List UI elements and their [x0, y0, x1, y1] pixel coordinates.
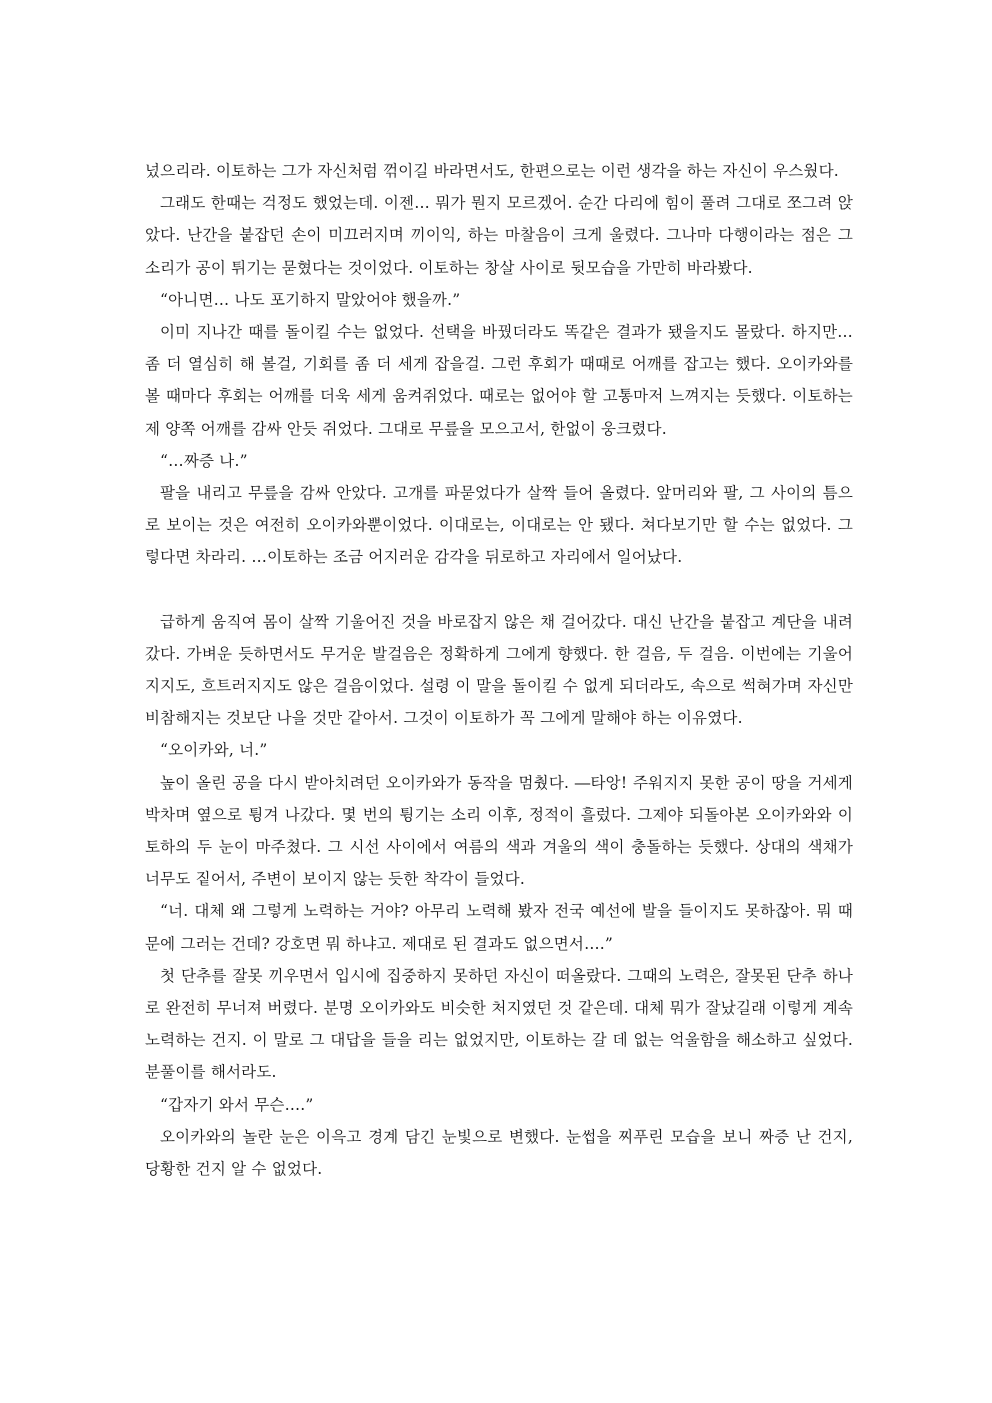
document-page: [145, 155, 853, 1185]
paragraph: 오이카와의 놀란 눈은 이윽고 경계 담긴 눈빛으로 변했다. 눈썹을 찌푸린 모습을 보니 짜증 난 건지, 당황한 건지 알 수 없었다.: [145, 1127, 853, 1179]
paragraph: 높이 올린 공을 다시 받아치려던 오이카와가 동작을 멈췄다. ―타앙! 주워지지 못한 공이 땅을 거세게 박차며 옆으로 튕겨 나갔다. 몇 번의 튕기는 소리 이후, 정적이 흘렀다. 그제야 되돌아본 오이카와와 이토하의 두 눈이 마주쳤다. 그 시선 사이에서 여름의 색과 겨울의 색이 충돌하는 듯했다. 상대의 색채가 너무도 짙어서, 주변이 보이지 않는 듯한 착각이 들었다.: [145, 773, 853, 889]
dialogue-line: “오이카와, 너.”: [160, 741, 268, 760]
dialogue-line: “너. 대체 왜 그렇게 노력하는 거야? 아무리 노력해 봤자 전국 예선에 발을 들이지도 못하잖아. 뭐 때문에 그러는 건데? 강호면 뭐 하냐고. 제대로 된 결과도 없으면서….”: [145, 902, 853, 953]
paragraph: 넜으리라. 이토하는 그가 자신처럼 꺾이길 바라면서도, 한편으로는 이런 생각을 하는 자신이 우스웠다.: [145, 162, 839, 180]
section-break: [145, 574, 853, 606]
paragraph: 급하게 움직여 몸이 살짝 기울어진 것을 바로잡지 않은 채 걸어갔다. 대신 난간을 붙잡고 계단을 내려갔다. 가벼운 듯하면서도 무거운 발걸음은 정확하게 그에게 향했다. 한 걸음, 두 걸음. 이번에는 기울어지지도, 흐트러지지도 않은 걸음이었다. 설령 이 말을 돌이킬 수 없게 되더라도, 속으로 썩혀가며 자신만 비참해지는 것보단 나을 것만 같아서. 그것이 이토하가 꼭 그에게 말해야 하는 이유였다.: [145, 612, 853, 728]
dialogue-line: “아니면… 나도 포기하지 말았어야 했을까.”: [160, 290, 461, 309]
paragraph: 이미 지나간 때를 돌이킬 수는 없었다. 선택을 바꿨더라도 똑같은 결과가 됐을지도 몰랐다. 하지만… 좀 더 열심히 해 볼걸, 기회를 좀 더 세게 잡을걸. 그런 후회가 때때로 어깨를 잡고는 했다. 오이카와를 볼 때마다 후회는 어깨를 더욱 세게 움켜쥐었다. 때로는 없어야 할 고통마저 느껴지는 듯했다. 이토하는 제 양쪽 어깨를 감싸 안듯 쥐었다. 그대로 무릎을 모으고서, 한없이 웅크렸다.: [145, 323, 853, 438]
dialogue-line: “…짜증 나.”: [160, 451, 248, 470]
dialogue-line: “갑자기 와서 무슨….”: [160, 1095, 314, 1114]
paragraph: 첫 단추를 잘못 끼우면서 입시에 집중하지 못하던 자신이 떠올랐다. 그때의 노력은, 잘못된 단추 하나로 완전히 무너져 버렸다. 분명 오이카와도 비슷한 처지였던 것 같은데. 대체 뭐가 잘났길래 이렇게 계속 노력하는 건지. 이 말로 그 대답을 들을 리는 없었지만, 이토하는 갈 데 없는 억울함을 해소하고 싶었다. 분풀이를 해서라도.: [145, 966, 853, 1082]
paragraph: 팔을 내리고 무릎을 감싸 안았다. 고개를 파묻었다가 살짝 들어 올렸다. 앞머리와 팔, 그 사이의 틈으로 보이는 것은 여전히 오이카와뿐이었다. 이대로는, 이대로는 안 됐다. 쳐다보기만 할 수는 없었다. 그렇다면 차라리. …이토하는 조금 어지러운 감각을 뒤로하고 자리에서 일어났다.: [145, 484, 853, 567]
paragraph: 그래도 한때는 걱정도 했었는데. 이젠… 뭐가 뭔지 모르겠어. 순간 다리에 힘이 풀려 그대로 쪼그려 앉았다. 난간을 붙잡던 손이 미끄러지며 끼이익, 하는 마찰음이 크게 울렸다. 그나마 다행이라는 점은 그 소리가 공이 튀기는 묻혔다는 것이었다. 이토하는 창살 사이로 뒷모습을 가만히 바라봤다.: [145, 194, 853, 277]
